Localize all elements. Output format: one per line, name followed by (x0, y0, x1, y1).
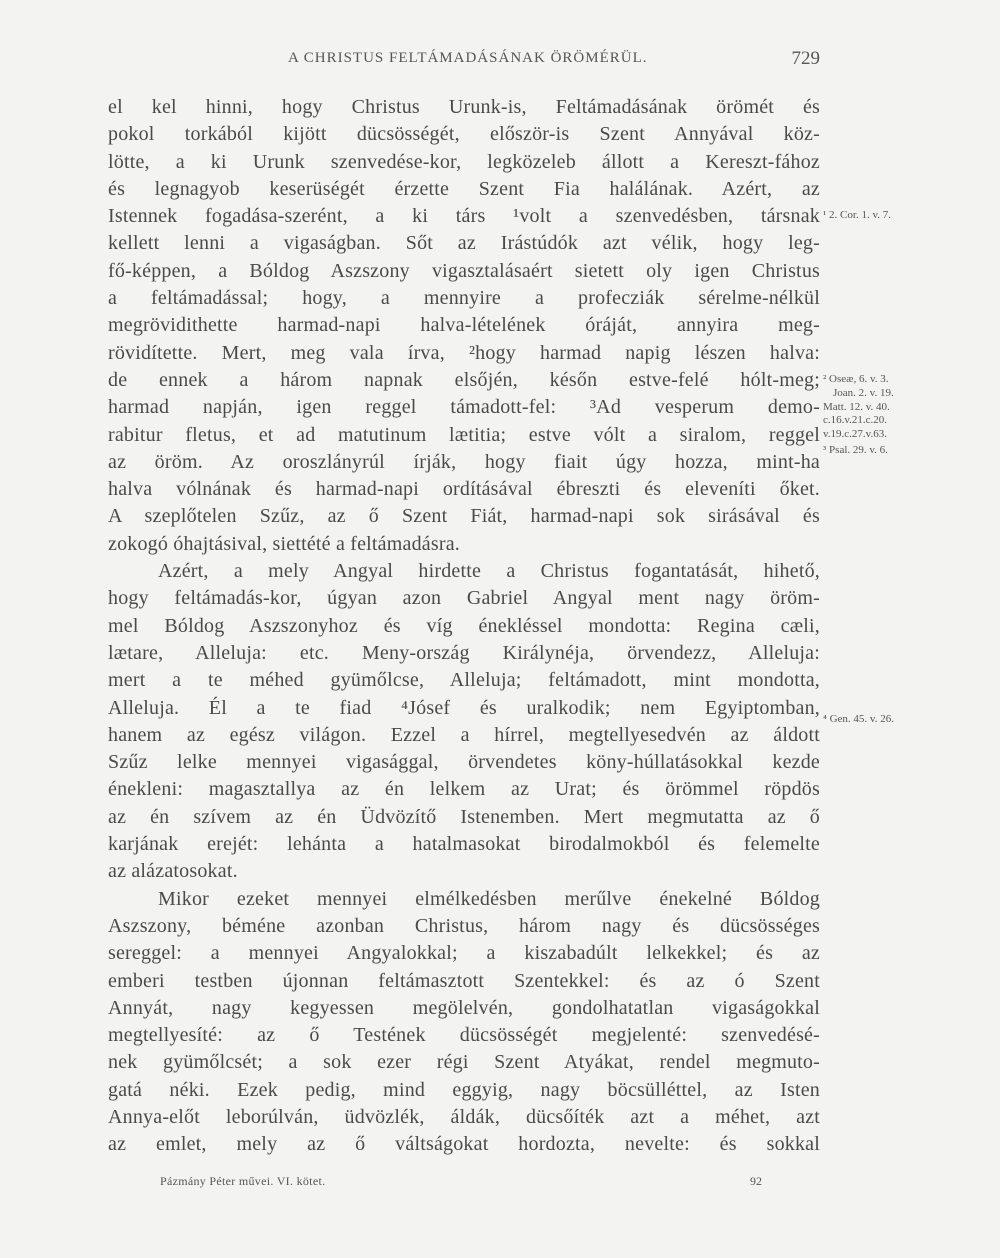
margin-note: ⁴ Gen. 45. v. 26. (823, 713, 894, 725)
page-number: 729 (791, 48, 820, 69)
text-line: gatá néki. Ezek pedig, mind eggyig, nagy böcsülléttel, az Isten (108, 1078, 820, 1101)
text-line: rövidítette. Mert, meg vala írva, ²hogy harmad napig lészen halva: (108, 341, 820, 364)
margin-note: ¹ 2. Cor. 1. v. 7. (823, 209, 891, 221)
footer-signature: 92 (750, 1174, 762, 1188)
margin-note: c.16.v.21.c.20. (823, 414, 888, 426)
text-line: nek gyümőlcsét; a sok ezer régi Szent Atyákat, rendel megmuto- (108, 1051, 820, 1074)
running-header (108, 48, 820, 72)
text-line: A szeplőtelen Szűz, az ő Szent Fiát, harmad-napi sok sirásával és (108, 505, 820, 528)
text-line: a feltámadással; hogy, a mennyire a profecziák sérelme-nélkül (108, 287, 820, 310)
text-line: lötte, a ki Urunk szenvedése-kor, legközeleb állott a Kereszt-fához (108, 150, 820, 173)
text-line: sereggel: a mennyei Angyalokkal; a kiszabadúlt lelkekkel; és az (108, 942, 820, 965)
text-line: mert a te méhed gyümőlcse, Alleluja; feltámadott, mint mondotta, (108, 669, 820, 692)
text-line: Szűz lelke mennyei vigasággal, örvendetes köny-húllatásokkal kezde (108, 751, 820, 774)
text-line: az alázatosokat. (108, 860, 238, 883)
text-line: emberi testben újonnan feltámasztott Szentekkel: és az ó Szent (108, 969, 820, 992)
text-line: Alleluja. Él a te fiad ⁴Jósef és uralkodik; nem Egyiptomban, (108, 696, 820, 719)
margin-note: ² Oseæ, 6. v. 3. (823, 373, 889, 385)
text-line: énekleni: magasztallya az én lelkem az Urat; és örömmel röpdös (108, 778, 820, 801)
text-line: kellett lenni a vigaságban. Sőt az Irástúdók azt vélik, hogy leg- (108, 232, 820, 255)
margin-note: Matt. 12. v. 40. (823, 401, 890, 413)
text-line: de ennek a három napnak elsőjén, későn estve-felé hólt-meg; (108, 368, 820, 391)
text-line: zokogó óhajtásival, siettété a feltámadásra. (108, 532, 460, 555)
text-line: fő-képpen, a Bóldog Aszszony vigasztalásaért sietett oly igen Christus (108, 259, 820, 282)
body-text (108, 94, 820, 1159)
text-line: el kel hinni, hogy Christus Urunk-is, Feltámadásának örömét és (108, 96, 820, 118)
text-line: rabitur fletus, et ad matutinum lætitia; estve vólt a siralom, reggel (108, 423, 820, 446)
margin-note: Joan. 2. v. 19. (833, 387, 894, 399)
text-line: és legnagyob keserüségét érzette Szent Fia halálának. Azért, az (108, 177, 820, 200)
margin-note: v.19.c.27.v.63. (823, 428, 887, 440)
text-line: mel Bóldog Aszszonyhoz és víg énekléssel mondotta: Regina cæli, (108, 614, 820, 637)
text-line: az emlet, mely az ő váltságokat hordozta, nevelte: és sokkal (108, 1133, 820, 1156)
footer-volume: Pázmány Péter művei. VI. kötet. (160, 1174, 326, 1188)
text-line: Azért, a mely Angyal hirdette a Christus fogantatását, hihető, (158, 560, 820, 583)
margin-note: ³ Psal. 29. v. 6. (823, 444, 888, 456)
text-line: megtellyesíté: az ő Testének dücsösségét megjelenté: szenvedésé- (108, 1024, 820, 1047)
running-title: A CHRISTUS FELTÁMADÁSÁNAK ÖRÖMÉRÜL. (288, 50, 648, 66)
text-line: Mikor ezeket mennyei elmélkedésben merűlve énekelné Bóldog (158, 887, 820, 910)
text-line: lætare, Alleluja: etc. Meny-ország Királynéja, örvendezz, Alleluja: (108, 641, 820, 664)
text-line: megrövidithette harmad-napi halva-lételének óráját, annyira meg- (108, 314, 820, 337)
text-line: karjának erejét: lehánta a hatalmasokat birodalmokból és felemelte (108, 833, 820, 856)
text-line: hogy feltámadás-kor, úgyan azon Gabriel Angyal ment nagy öröm- (108, 587, 820, 610)
text-line: pokol torkából kijött dücsösségét, először-is Szent Annyával köz- (108, 123, 820, 146)
text-line: hanem az egész világon. Ezzel a hírrel, megtellyesedvén az áldott (108, 723, 820, 746)
text-line: Annya-előt leborúlván, üdvözlék, áldák, dücsőíték azt a méhet, azt (108, 1105, 820, 1128)
text-line: az én szívem az én Üdvözítő Istenemben. Mert megmutatta az ő (108, 805, 820, 828)
text-line: halva vólnának és harmad-napi ordításával ébreszti és eleveníti őket. (108, 478, 820, 501)
text-line: az öröm. Az oroszlányrúl írják, hogy fiait úgy hozza, mint-ha (108, 450, 820, 473)
text-line: Istennek fogadása-szerént, a ki társ ¹volt a szenvedésben, társnak (108, 205, 820, 228)
text-line: Aszszony, béméne azonban Christus, három nagy és dücsösséges (108, 914, 820, 937)
text-line: Annyát, nagy kegyessen megölelvén, gondolhatatlan vigaságokkal (108, 996, 820, 1019)
text-line: harmad napján, igen reggel támadott-fel: ³Ad vesperum demo- (108, 396, 820, 419)
